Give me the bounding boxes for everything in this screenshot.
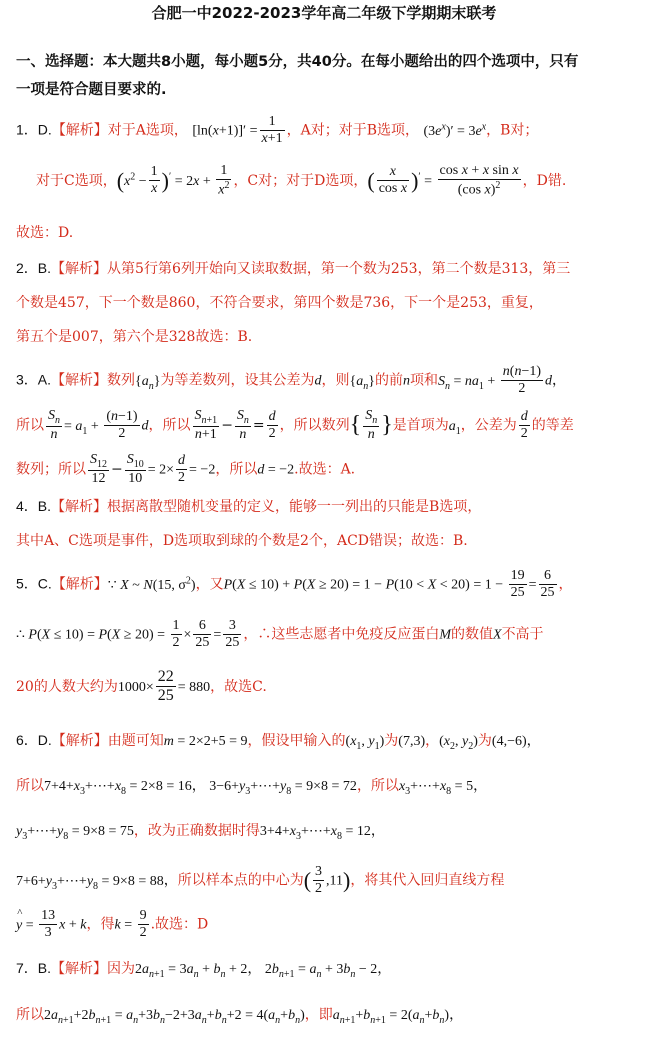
q2-line1: 2．B.【解析】从第5行第6列开始向又读取数据，第一个数为253，第二个数是313，第三: [16, 260, 571, 277]
q1-line2: 对于C选项，($x^2$ − $\frac{1}{x}$ )′ = 2x + $\frac{1}{x^2}$ ，C对；对于D选项，( $\frac{x}{\text{cos x}}$ )′ = $\frac{\text{cos x + x sin x}}{(\cos x)^2}$ ，D错.: [36, 163, 567, 198]
q1-line1: 1．D.【解析】对于A选项， [ln(x+1)]′ = $\frac{1}{x+1}$ ，A对；对于B选项， $(3e^x)' = 3e^x$，B对；: [16, 114, 539, 147]
q3-line1: 3．A.【解析】数列$\{a_n\}$为等差数列，设其公差为d，则$\{a_n\}$的前n项和$S_n = na_1$ + $\frac{n(n-1)}{2}$ d，: [16, 364, 567, 397]
q3-line3: 数列；所以 $\frac{S_{12}}{12}$ − $\frac{S_{10}}{10}$ = 2× $\frac{d}{2}$ = −2，所以d = −2.故选：A.: [16, 452, 356, 487]
formula-exp-derivative: $(3e^x)' = 3e^x$: [423, 120, 487, 139]
q4-line2: 其中A、C选项是事件，D选项取到球的个数是2个，ACD错误；故选：B.: [16, 533, 468, 549]
q1-answer: 故选：D.: [16, 225, 74, 241]
section-heading-line2: 一项是符合题目要求的.: [16, 82, 167, 98]
q6-line2: 所以$7+4+x_3+\cdots+x_8 = 2\times 8 = 16$， $3-6+y_3+\cdots+y_8 = 9\times 8 = 72$，所以$x_3+\cdots+x_8 = 5$，: [16, 778, 488, 797]
formula-ln-derivative: [ln(x+1)]′ =: [192, 123, 258, 139]
q6-line5: ^ y = $\frac{13}{3}$ x + k，得k = $\frac{9}{2}$ .故选：D: [16, 908, 634, 941]
q7-line2: 所以$2a_{n+1}+2b_{n+1} = a_n+3b_n-2+3a_n+b_n+2 = 4(a_n+b_n)$，即$a_{n+1}+b_{n+1} = 2(a_n+b_n)$，: [16, 1007, 464, 1026]
q4-line1: 4．B.【解析】根据离散型随机变量的定义，能够一一列出的只能是B选项，: [16, 498, 482, 515]
fraction: $\frac{1}{x+1}$: [261, 114, 283, 147]
page-title: 合肥一中2022-2023学年高二年级下学期期末联考: [151, 4, 497, 22]
section-heading-line1: 一、选择题：本大题共8小题，每小题5分，共40分。在每小题给出的四个选项中，只有: [16, 54, 579, 70]
q6-line3: $y_3+\cdots+y_8 = 9\times 8 = 75$，改为正确数据时得$3+4+x_3+\cdots+x_8 = 12$，: [16, 823, 385, 842]
q5-line2: ∴ P(X ≤ 10) = P(X ≥ 20) = $\frac{1}{2}$ × $\frac{6}{25}$ = $\frac{3}{25}$ ，∴这些志愿者中免疫反应蛋白M的数值X不高于: [16, 618, 544, 651]
q6-line1: 6．D.【解析】由题可知m = 2×2+5 = 9，假设甲输入的($x_1$, $y_1$)为(7,3)，($x_2$, $y_2$)为(4,−6)，: [16, 732, 541, 752]
q2-line2: 个数是457，下一个数是860，不符合要求，第四个数是736，下一个是253，重复，: [16, 295, 543, 311]
q5-line1: 5．C.【解析】∵ X ~ N(15, $\sigma^2$)，又P(X ≤ 10) + P(X ≥ 20) = 1 − P(10 < X < 20) = 1 − $\frac{19}{25}$ = $\frac{6}{25}$ ，: [16, 568, 573, 601]
q6-line4: $7+6+y_3+\cdots+y_8 = 9\times 8 = 88$，所以样本点的中心为( $\frac{3}{2}$ ,11)，将其代入回归直线方程: [16, 864, 505, 897]
q3-line2: 所以 $\frac{S_n}{n}$ = $a_1$ + $\frac{(n-1)}{2}$ d，所以 $\frac{S_{n+1}}{n+1}$ − $\frac{S_n}{n}$ = $\frac{d}{2}$ ，所以数列{ $\frac{S_n}{n}$ }是首项为$a_1$，公差为 $\frac{d}{2}$ 的等差: [16, 408, 574, 443]
q2-line3: 第五个是007，第六个是328故选：B.: [16, 329, 253, 345]
q5-line3: 20的人数大约为1000× $\frac{22}{25}$ = 880，故选C.: [16, 668, 267, 705]
q7-line1: 7．B.【解析】因为$2a_{n+1} = 3a_n + b_n + 2$， $2b_{n+1} = a_n + 3b_n - 2$，: [16, 960, 392, 980]
